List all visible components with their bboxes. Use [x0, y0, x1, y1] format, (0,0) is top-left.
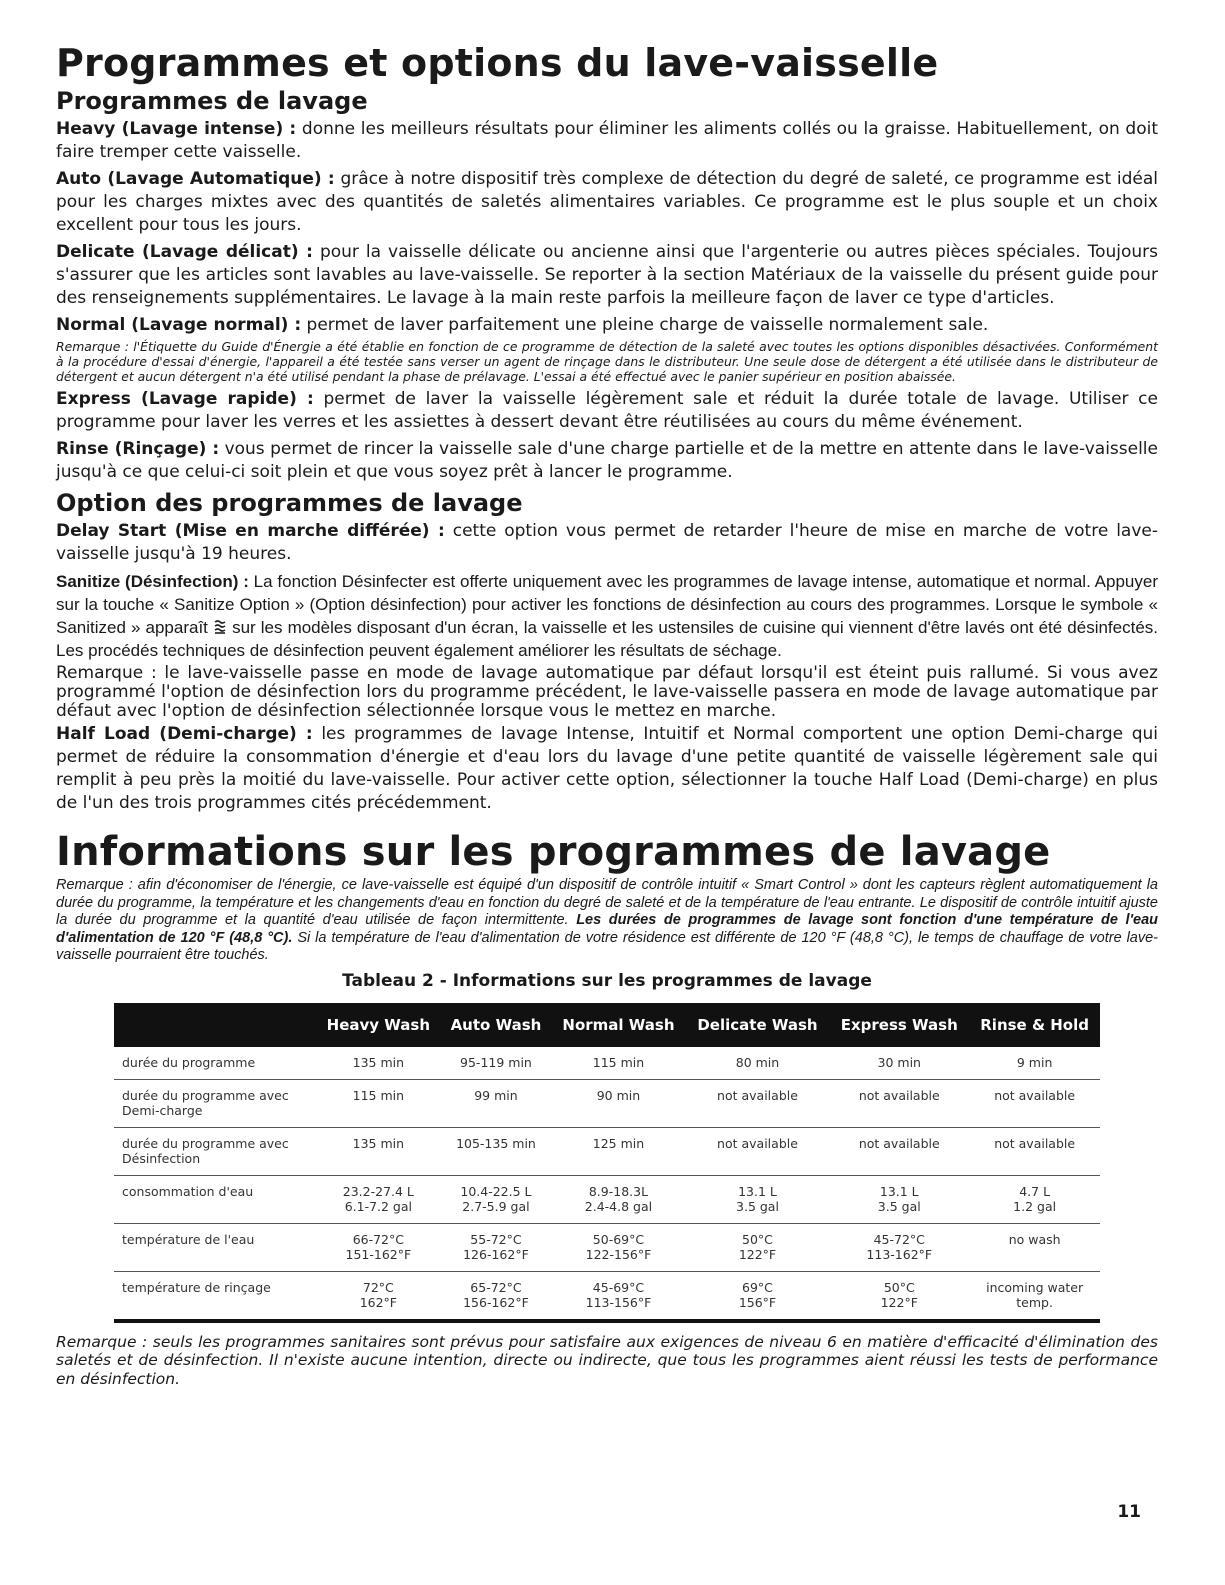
- row-label: consommation d'eau: [114, 1175, 316, 1223]
- option-half-load: [56, 723, 1158, 815]
- program-normal: [56, 314, 1158, 337]
- table-cell: 8.9-18.3L 2.4-4.8 gal: [551, 1175, 685, 1223]
- table-cell: 9 min: [969, 1047, 1100, 1080]
- table-cell: 90 min: [551, 1079, 685, 1127]
- wash-programs-heading: Programmes de lavage: [56, 87, 368, 115]
- option-label: Delay Start (Mise en marche différée) :: [56, 521, 445, 541]
- energy-guide-note: Remarque : l'Étiquette du Guide d'Énergie a été établie en fonction de ce programme de détection de la saleté avec toutes les options disponibles désactivées. Conformément à la procédure d'essai d'énergie, l'appareil a été testée sans verser un agent de rinçage dans le distributeur. Une seule dose de détergent a été utilisée dans le distributeur de détergent et aucun détergent n'a été utilisé pendant la phase de prélavage. L'essai a été effectué avec le panier supérieur en position abaissée.: [56, 339, 1158, 384]
- table-cell: 99 min: [441, 1079, 552, 1127]
- table-cell: 115 min: [551, 1047, 685, 1080]
- table-header-cell: Rinse & Hold: [969, 1003, 1100, 1047]
- option-sanitize: [56, 570, 1158, 662]
- table-cell: not available: [829, 1079, 969, 1127]
- table-row: [114, 1127, 1100, 1175]
- table-cell: 69°C 156°F: [686, 1271, 830, 1321]
- page-number: 11: [1117, 1502, 1141, 1522]
- table-cell: 80 min: [686, 1047, 830, 1080]
- table-header-cell: Normal Wash: [551, 1003, 685, 1047]
- table-cell: 50°C 122°F: [829, 1271, 969, 1321]
- program-delicate: [56, 241, 1158, 310]
- table-header-cell: Heavy Wash: [316, 1003, 441, 1047]
- table-cell: 95-119 min: [441, 1047, 552, 1080]
- option-text: La fonction Désinfecter est offerte uniquement avec les programmes de lavage intense, automatique et normal. Appuyer sur la touche « Sanitize Option » (Option désinfection) pour activer les fonctions de désinfection au cours des programmes. Lorsque le symbole « Sanitized » apparaît: [56, 572, 1158, 637]
- table-cell: 50°C 122°F: [686, 1223, 830, 1271]
- table-header-cell: [114, 1003, 316, 1047]
- table-cell: not available: [829, 1127, 969, 1175]
- table-row: [114, 1079, 1100, 1127]
- note-bold-text: Les durées de programmes de lavage sont fonction d'une température de l'eau d'alimentation de 120 °F (48,8 °C).: [56, 912, 1159, 946]
- table-cell: not available: [686, 1079, 830, 1127]
- page-content: [56, 40, 1158, 1388]
- table-row: [114, 1223, 1100, 1271]
- table-row: [114, 1047, 1100, 1080]
- table-cell: 115 min: [316, 1079, 441, 1127]
- program-label: Normal (Lavage normal) :: [56, 315, 302, 335]
- smart-control-note: [56, 877, 1158, 965]
- option-label: Half Load (Demi-charge) :: [56, 724, 313, 744]
- table-cell: 65-72°C 156-162°F: [441, 1271, 552, 1321]
- table-cell: no wash: [969, 1223, 1100, 1271]
- row-label: durée du programme avec Demi-charge: [114, 1079, 316, 1127]
- table-cell: not available: [686, 1127, 830, 1175]
- table-cell: 125 min: [551, 1127, 685, 1175]
- table-cell: 13.1 L 3.5 gal: [829, 1175, 969, 1223]
- program-label: Auto (Lavage Automatique) :: [56, 169, 335, 189]
- sanitize-note: Remarque : le lave-vaisselle passe en mode de lavage automatique par défaut lorsqu'il est éteint puis rallumé. Si vous avez programmé l'option de désinfection lors du programme précédent, le lave-vaisselle passera en mode de lavage automatique par défaut avec l'option de désinfection sélectionnée lorsque vous le mettez en marche.: [56, 663, 1158, 721]
- table-cell: not available: [969, 1127, 1100, 1175]
- note-text: Si la température de l'eau d'alimentation de votre résidence est différente de 120 °F (48,8 °C), le temps de chauffage de votre lave-vaisselle pourraient être touchés.: [56, 929, 1159, 963]
- program-text: donne les meilleurs résultats pour éliminer les aliments collés ou la graisse. Habituellement, on doit faire tremper cette vaisselle.: [56, 119, 1158, 162]
- table-cell: 30 min: [829, 1047, 969, 1080]
- table-cell: 55-72°C 126-162°F: [441, 1223, 552, 1271]
- table-cell: 50-69°C 122-156°F: [551, 1223, 685, 1271]
- program-auto: [56, 168, 1158, 237]
- info-heading: Informations sur les programmes de lavage: [56, 829, 1051, 875]
- table-cell: 135 min: [316, 1047, 441, 1080]
- program-text: pour la vaisselle délicate ou ancienne ainsi que l'argenterie ou autres pièces spéciales. Toujours s'assurer que les articles sont lavables au lave-vaisselle. Se reporter à la section Matériaux de la vaisselle du présent guide pour des renseignements supplémentaires. Le lavage à la main reste parfois la meilleure façon de laver ce type d'articles.: [56, 242, 1159, 308]
- program-text: permet de laver parfaitement une pleine charge de vaisselle normalement sale.: [306, 315, 989, 335]
- table-header-row: [114, 1003, 1100, 1047]
- table-header-cell: Express Wash: [829, 1003, 969, 1047]
- sanitary-footnote: Remarque : seuls les programmes sanitaires sont prévus pour satisfaire aux exigences de niveau 6 en matière d'efficacité d'élimination des saletés et de désinfection. Il n'existe aucune intention, directe ou indirecte, que tous les programmes aient réussi les tests de performance en désinfection.: [56, 1332, 1158, 1388]
- program-table: [114, 1003, 1100, 1323]
- sanitized-symbol-icon: [213, 619, 227, 635]
- table-cell: 45-72°C 113-162°F: [829, 1223, 969, 1271]
- program-label: Delicate (Lavage délicat) :: [56, 242, 313, 262]
- table-cell: 105-135 min: [441, 1127, 552, 1175]
- table-cell: 4.7 L 1.2 gal: [969, 1175, 1100, 1223]
- options-heading: Option des programmes de lavage: [56, 489, 523, 517]
- program-text: vous permet de rincer la vaisselle sale d'une charge partielle et de la mettre en attente dans le lave-vaisselle jusqu'à ce que celui-ci soit plein et que vous soyez prêt à lancer le programme.: [56, 439, 1158, 482]
- option-label: Sanitize (Désinfection) :: [56, 572, 249, 591]
- row-label: durée du programme avec Désinfection: [114, 1127, 316, 1175]
- table-header-cell: Delicate Wash: [686, 1003, 830, 1047]
- table-row: [114, 1175, 1100, 1223]
- note-text: Remarque : afin d'économiser de l'énergie, ce lave-vaisselle est équipé d'un dispositif de contrôle intuitif « Smart Control » dont les capteurs règlent automatiquement la durée du programme, la température et les changements d'eau en fonction du degré de saleté et de la température de l'eau entrante. Le dispositif de contrôle intuitif ajuste la durée du programme et la quantité d'eau utilisée de façon intermittente.: [56, 877, 1158, 928]
- table-cell: 66-72°C 151-162°F: [316, 1223, 441, 1271]
- program-text: grâce à notre dispositif très complexe de détection du degré de saleté, ce programme est idéal pour les charges mixtes avec des quantités de saletés alimentaires variables. Ce programme est le plus souple et un choix excellent pour tous les jours.: [56, 169, 1158, 235]
- table-cell: 13.1 L 3.5 gal: [686, 1175, 830, 1223]
- table-cell: 23.2-27.4 L 6.1-7.2 gal: [316, 1175, 441, 1223]
- row-label: température de l'eau: [114, 1223, 316, 1271]
- program-label: Heavy (Lavage intense) :: [56, 119, 297, 139]
- table-cell: 72°C 162°F: [316, 1271, 441, 1321]
- table-cell: 10.4-22.5 L 2.7-5.9 gal: [441, 1175, 552, 1223]
- table-caption: Tableau 2 - Informations sur les programmes de lavage: [342, 970, 872, 991]
- table-cell: not available: [969, 1079, 1100, 1127]
- program-label: Express (Lavage rapide) :: [56, 389, 314, 409]
- option-text: les programmes de lavage Intense, Intuitif et Normal comportent une option Demi-charge qui permet de réduire la consommation d'énergie et d'eau lors du lavage d'une petite quantité de vaisselle légèrement sale qui remplit à peu près la moitié du lave-vaisselle. Pour activer cette option, sélectionner la touche Half Load (Demi-charge) en plus de l'un des trois programmes cités précédemment.: [56, 724, 1158, 813]
- row-label: durée du programme: [114, 1047, 316, 1080]
- table-row: [114, 1271, 1100, 1321]
- option-text: cette option vous permet de retarder l'heure de mise en marche de votre lave-vaisselle jusqu'à 19 heures.: [56, 521, 1159, 564]
- table-cell: 135 min: [316, 1127, 441, 1175]
- program-express: [56, 388, 1158, 434]
- program-label: Rinse (Rinçage) :: [56, 439, 220, 459]
- table-header-cell: Auto Wash: [441, 1003, 552, 1047]
- row-label: température de rinçage: [114, 1271, 316, 1321]
- option-delay-start: [56, 520, 1158, 566]
- program-heavy: [56, 118, 1158, 164]
- table-cell: incoming water temp.: [969, 1271, 1100, 1321]
- program-rinse: [56, 438, 1158, 484]
- program-text: permet de laver la vaisselle légèrement sale et réduit la durée totale de lavage. Utiliser ce programme pour laver les verres et les assiettes à dessert devant être réutilisées au cours du même événement.: [56, 389, 1158, 432]
- table-cell: 45-69°C 113-156°F: [551, 1271, 685, 1321]
- page-title: Programmes et options du lave-vaisselle: [56, 41, 939, 85]
- option-text: sur les modèles disposant d'un écran, la vaisselle et les ustensiles de cuisine qui viennent d'être lavés ont été désinfectés. Les procédés techniques de désinfection peuvent également améliorer les résultats de séchage.: [56, 618, 1159, 660]
